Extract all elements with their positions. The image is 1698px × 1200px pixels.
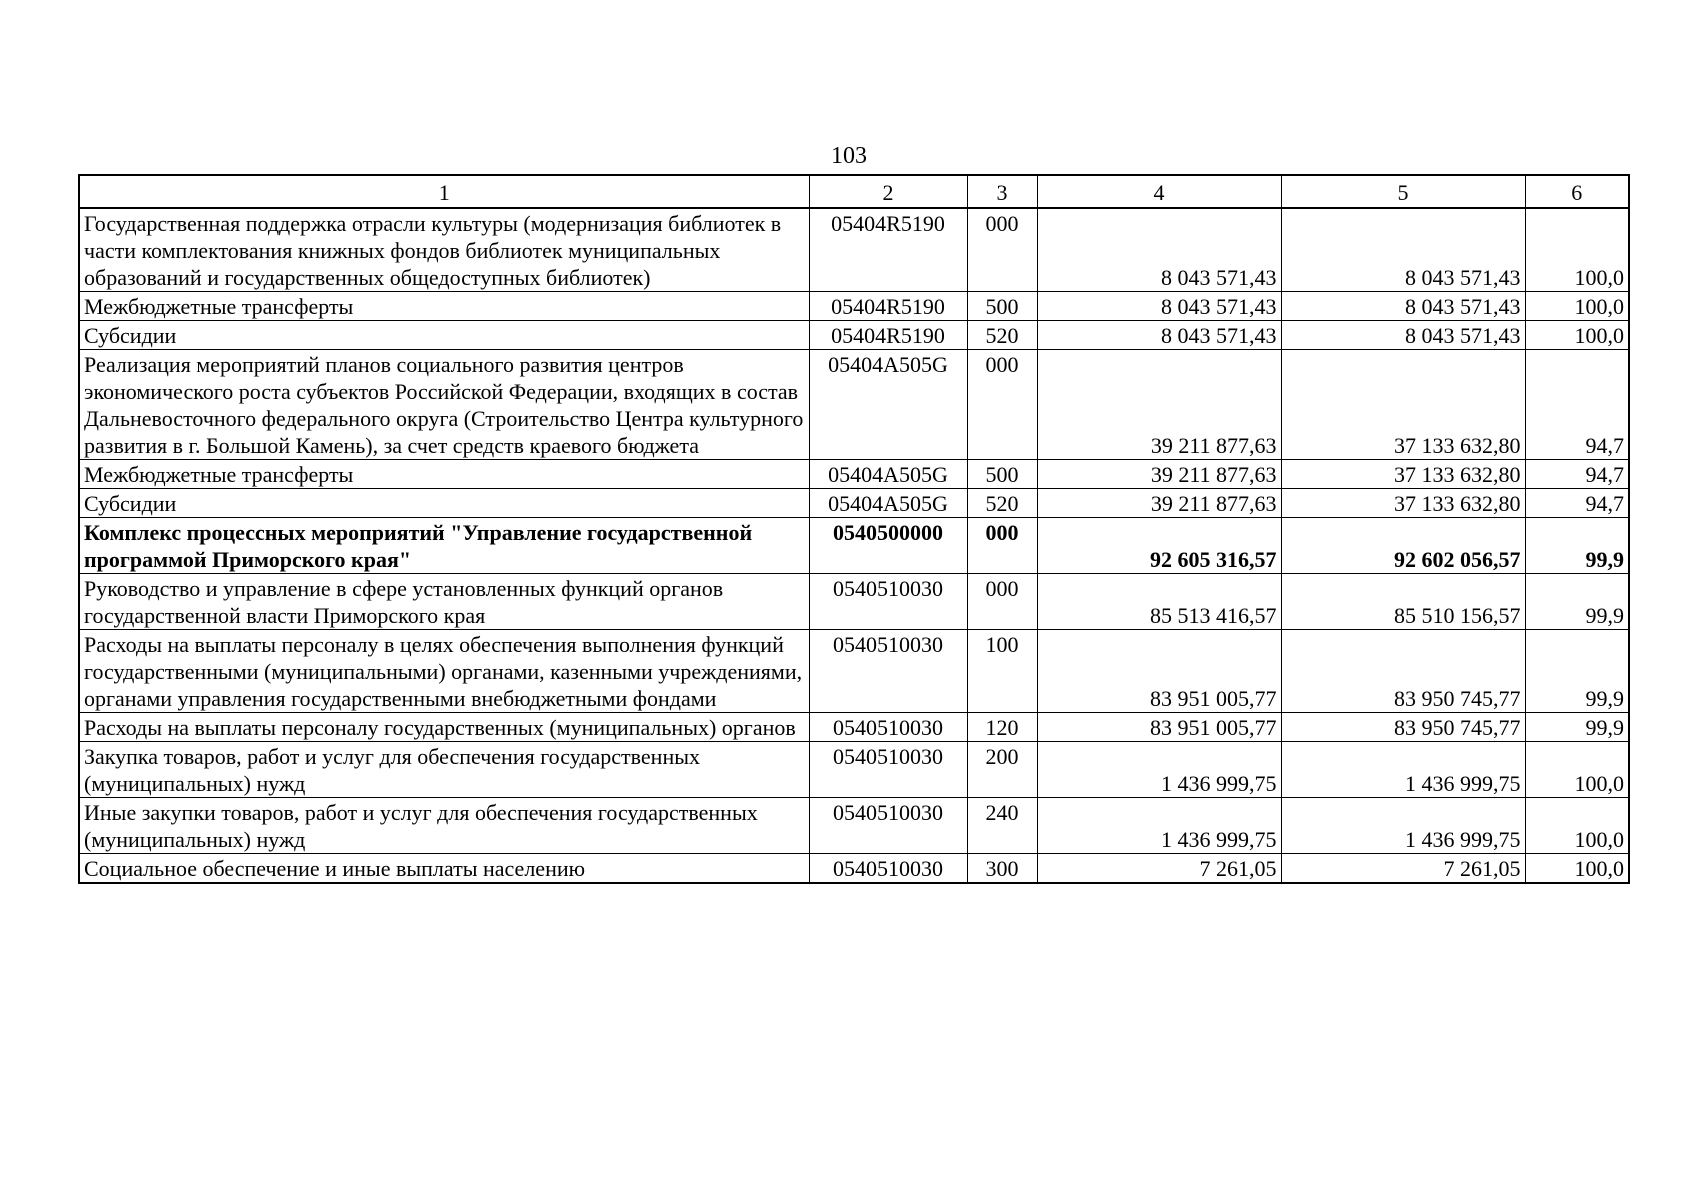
row-plan-cell: 8 043 571,43: [1037, 208, 1281, 292]
table-row: [79, 630, 1629, 713]
row-percent-cell: 99,9: [1525, 574, 1629, 630]
row-type-cell: 100: [967, 630, 1037, 713]
row-plan-cell: 7 261,05: [1037, 854, 1281, 884]
row-fact-cell: 8 043 571,43: [1281, 321, 1525, 350]
row-type-cell: 000: [967, 518, 1037, 574]
row-code-cell: 05404A505G: [809, 460, 967, 489]
row-fact-cell: 1 436 999,75: [1281, 742, 1525, 798]
row-plan-cell: 8 043 571,43: [1037, 292, 1281, 321]
table-row: [79, 518, 1629, 574]
row-name-cell: Межбюджетные трансферты: [79, 292, 809, 321]
row-name-cell: Межбюджетные трансферты: [79, 460, 809, 489]
row-name-cell: Расходы на выплаты персоналу в целях обеспечения выполнения функций государственными (муниципальными) органами, казенными учреждениями, органами управления государственными внебюджетными фондами: [79, 630, 809, 713]
row-name-cell: Социальное обеспечение и иные выплаты населению: [79, 854, 809, 884]
row-name-cell: Субсидии: [79, 321, 809, 350]
row-percent-cell: 100,0: [1525, 742, 1629, 798]
row-type-cell: 300: [967, 854, 1037, 884]
row-plan-cell: 8 043 571,43: [1037, 321, 1281, 350]
row-type-cell: 500: [967, 460, 1037, 489]
row-code-cell: 05404R5190: [809, 208, 967, 292]
row-plan-cell: 1 436 999,75: [1037, 798, 1281, 854]
row-fact-cell: 7 261,05: [1281, 854, 1525, 884]
row-percent-cell: 100,0: [1525, 321, 1629, 350]
row-plan-cell: 92 605 316,57: [1037, 518, 1281, 574]
row-type-cell: 120: [967, 713, 1037, 742]
row-fact-cell: 37 133 632,80: [1281, 350, 1525, 460]
row-percent-cell: 100,0: [1525, 854, 1629, 884]
header-cell: 2: [809, 175, 967, 208]
header-cell: 4: [1037, 175, 1281, 208]
row-percent-cell: 94,7: [1525, 460, 1629, 489]
row-fact-cell: 83 950 745,77: [1281, 630, 1525, 713]
header-cell: 6: [1525, 175, 1629, 208]
row-plan-cell: 85 513 416,57: [1037, 574, 1281, 630]
row-code-cell: 0540510030: [809, 713, 967, 742]
table-row: [79, 854, 1629, 884]
table-row: [79, 460, 1629, 489]
row-percent-cell: 94,7: [1525, 489, 1629, 518]
row-name-cell: Комплекс процессных мероприятий "Управление государственной программой Приморского края": [79, 518, 809, 574]
row-code-cell: 0540510030: [809, 854, 967, 884]
table-row: [79, 713, 1629, 742]
row-percent-cell: 100,0: [1525, 798, 1629, 854]
row-name-cell: Закупка товаров, работ и услуг для обеспечения государственных (муниципальных) нужд: [79, 742, 809, 798]
table-row: [79, 350, 1629, 460]
row-type-cell: 520: [967, 489, 1037, 518]
header-cell: 3: [967, 175, 1037, 208]
table-row: [79, 574, 1629, 630]
row-percent-cell: 100,0: [1525, 292, 1629, 321]
row-type-cell: 500: [967, 292, 1037, 321]
row-percent-cell: 94,7: [1525, 350, 1629, 460]
row-plan-cell: 83 951 005,77: [1037, 630, 1281, 713]
row-percent-cell: 99,9: [1525, 518, 1629, 574]
row-code-cell: 05404A505G: [809, 489, 967, 518]
row-percent-cell: 99,9: [1525, 630, 1629, 713]
row-type-cell: 200: [967, 742, 1037, 798]
table-row: [79, 742, 1629, 798]
row-code-cell: 05404R5190: [809, 292, 967, 321]
table-row: [79, 321, 1629, 350]
row-fact-cell: 85 510 156,57: [1281, 574, 1525, 630]
row-fact-cell: 8 043 571,43: [1281, 292, 1525, 321]
row-code-cell: 0540510030: [809, 630, 967, 713]
table-row: [79, 489, 1629, 518]
row-code-cell: 0540510030: [809, 574, 967, 630]
row-plan-cell: 39 211 877,63: [1037, 489, 1281, 518]
row-name-cell: Руководство и управление в сфере установленных функций органов государственной власти Приморского края: [79, 574, 809, 630]
row-type-cell: 520: [967, 321, 1037, 350]
row-code-cell: 0540500000: [809, 518, 967, 574]
row-name-cell: Субсидии: [79, 489, 809, 518]
header-cell: 1: [79, 175, 809, 208]
row-fact-cell: 83 950 745,77: [1281, 713, 1525, 742]
row-fact-cell: 37 133 632,80: [1281, 460, 1525, 489]
row-percent-cell: 99,9: [1525, 713, 1629, 742]
table-row: [79, 292, 1629, 321]
row-plan-cell: 39 211 877,63: [1037, 350, 1281, 460]
row-plan-cell: 39 211 877,63: [1037, 460, 1281, 489]
row-code-cell: 0540510030: [809, 742, 967, 798]
row-fact-cell: 1 436 999,75: [1281, 798, 1525, 854]
row-fact-cell: 8 043 571,43: [1281, 208, 1525, 292]
row-fact-cell: 92 602 056,57: [1281, 518, 1525, 574]
page-number: 103: [831, 143, 867, 169]
row-plan-cell: 1 436 999,75: [1037, 742, 1281, 798]
budget-table: [78, 174, 1630, 884]
row-name-cell: Государственная поддержка отрасли культуры (модернизация библиотек в части комплектования книжных фондов библиотек муниципальных образований и государственных общедоступных библиотек): [79, 208, 809, 292]
row-code-cell: 0540510030: [809, 798, 967, 854]
row-fact-cell: 37 133 632,80: [1281, 489, 1525, 518]
table-header-row: [79, 175, 1629, 208]
row-type-cell: 000: [967, 350, 1037, 460]
row-type-cell: 000: [967, 574, 1037, 630]
row-type-cell: 000: [967, 208, 1037, 292]
row-name-cell: Расходы на выплаты персоналу государственных (муниципальных) органов: [79, 713, 809, 742]
row-name-cell: Иные закупки товаров, работ и услуг для обеспечения государственных (муниципальных) нужд: [79, 798, 809, 854]
row-code-cell: 05404R5190: [809, 321, 967, 350]
row-name-cell: Реализация мероприятий планов социального развития центров экономического роста субъектов Российской Федерации, входящих в состав Дальневосточного федерального округа (Строительство Центра культурного развития в г. Большой Камень), за счет средств краевого бюджета: [79, 350, 809, 460]
header-cell: 5: [1281, 175, 1525, 208]
row-code-cell: 05404A505G: [809, 350, 967, 460]
row-plan-cell: 83 951 005,77: [1037, 713, 1281, 742]
table-row: [79, 208, 1629, 292]
row-percent-cell: 100,0: [1525, 208, 1629, 292]
table-row: [79, 798, 1629, 854]
row-type-cell: 240: [967, 798, 1037, 854]
